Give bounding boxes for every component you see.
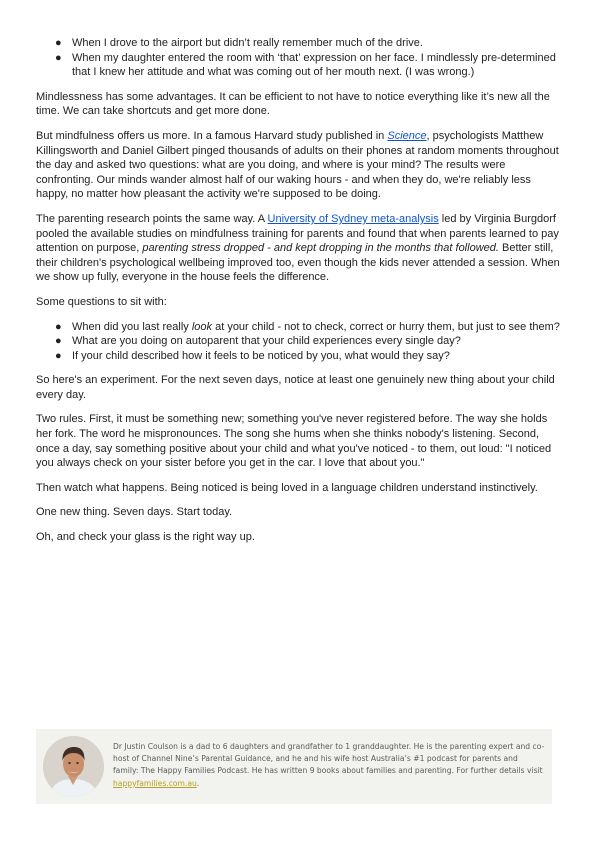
paragraph-parenting-research [36, 212, 564, 285]
list-item-text: What are you doing on autoparent that your child experiences every single day? [72, 335, 461, 348]
bullet-list-questions [36, 320, 564, 364]
list-item-text: If your child described how it feels to be noticed by you, what would they say? [72, 349, 450, 362]
sydney-meta-analysis-link[interactable]: University of Sydney meta-analysis [267, 212, 439, 225]
bullet-icon: ● [55, 349, 62, 362]
bio-text: Dr Justin Coulson is a dad to 6 daughters and grandfather to 1 granddaughter. He is the parenting expert and co-host of Channel Nine’s Parental Guidance, and he and his wife host Australia’s #1 podcast for parents and family: The Happy Families Podcast. He has written 9 books about families and parenting. For further details visit [113, 742, 545, 776]
list-item [36, 334, 564, 349]
paragraph-experiment: So here's an experiment. For the next seven days, notice at least one genuinely new thing about your child every day. [36, 374, 555, 401]
list-item-text: at your child - not to check, correct or hurry them, but just to see them? [212, 320, 560, 333]
bullet-icon: ● [55, 37, 62, 49]
paragraph-watch: Then watch what happens. Being noticed is being loved in a language children understand instinctively. [36, 481, 538, 494]
list-item [36, 320, 564, 335]
paragraph-text: But mindfulness offers us more. In a famous Harvard study published in [36, 129, 388, 142]
paragraph-questions-intro: Some questions to sit with: [36, 295, 167, 308]
paragraph-mindlessness: Mindlessness has some advantages. It can be efficient to not have to notice everything like it’s new all the time. We can take shortcuts and get more done. [36, 90, 550, 118]
happyfamilies-link[interactable]: happyfamilies.com.au [113, 778, 197, 788]
paragraph-text: The parenting research points the same way. A [36, 212, 268, 225]
paragraph-text: , psychologists Matthew Killingsworth and Daniel Gilbert pinged thousands of adults on their phones at random moments throughout the day and asked two questions: what are you doing, and where is your mind? The results were confronting. Our minds wander almost half of our waking hours - and when they do, we're reliably less happy, no matter how pleasant the activity we're supposed to be doing. [36, 129, 559, 201]
article-body [36, 36, 564, 555]
emphasis-text: parenting stress dropped - and kept dropping in the months that followed. [142, 242, 499, 255]
list-item [36, 349, 564, 364]
paragraph-two-rules: Two rules. First, it must be something new; something you've never registered before. The way she holds her fork. The word he mispronounces. The song she hums when she thinks nobody's listening. Second, once a day, say something positive about your child and what you've noticed - to them, out loud: "I noticed you always check on your sister before you get in the car. I love that about you." [36, 413, 552, 470]
list-item-text: When did you last really [72, 320, 192, 333]
bullet-list-top [36, 36, 564, 80]
list-item [36, 36, 564, 51]
list-item-text: When I drove to the airport but didn’t really remember much of the drive. [72, 37, 423, 49]
paragraph-text: Better still, their children's psychological wellbeing improved too, even though the kids never attended a session. When we show up fully, everyone in the house feels the difference. [36, 242, 560, 284]
paragraph-one-new-thing: One new thing. Seven days. Start today. [36, 506, 233, 519]
bullet-icon: ● [55, 335, 62, 348]
emphasis-text: look [191, 320, 213, 333]
bio-text-end: . [196, 778, 200, 788]
avatar [43, 736, 104, 797]
bullet-icon: ● [55, 51, 62, 64]
list-item [36, 51, 564, 80]
author-bio-text [113, 741, 545, 790]
author-bio-box [36, 729, 552, 804]
science-link[interactable]: Science [387, 129, 427, 142]
author-photo-icon [43, 736, 104, 797]
paragraph-glass: Oh, and check your glass is the right way up. [36, 531, 255, 544]
bullet-icon: ● [55, 320, 62, 333]
paragraph-text: led by Virginia Burgdorf pooled the available studies on mindfulness training for parents and found that when parents learned to pay attention on purpose, [36, 212, 559, 255]
paragraph-harvard-study [36, 129, 564, 202]
list-item-text: When my daughter entered the room with ‘that’ expression on her face. I mindlessly pre-determined that I knew her attitude and what was coming out of her mouth next. (I was wrong.) [72, 51, 556, 79]
